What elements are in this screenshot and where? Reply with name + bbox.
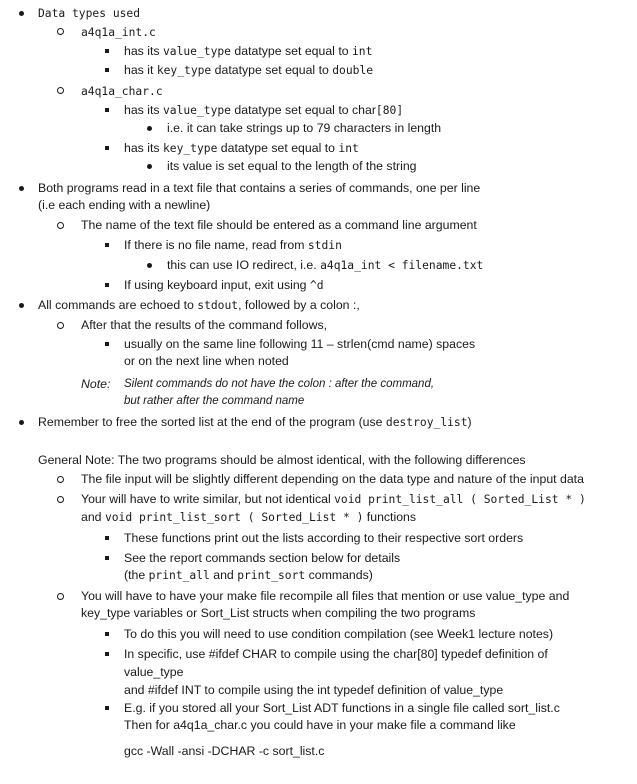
- after-line: [81, 318, 327, 333]
- char-file-name: [81, 84, 163, 99]
- text-span: To do this you will need to use condition compilation (see Week1 lecture notes): [124, 627, 554, 641]
- ifdef-line-3: [124, 683, 503, 698]
- circle-bullet-icon: [57, 593, 64, 600]
- text-span: void print_list_all ( Sorted_List * ): [334, 493, 586, 506]
- text-span: or on the next line when noted: [124, 354, 289, 368]
- square-bullet-icon: [105, 556, 109, 560]
- int-value-type-line: [124, 44, 372, 59]
- char-value-type-line: [124, 103, 403, 118]
- circle-bullet-icon: [57, 87, 64, 94]
- text-span: void print_list_sort ( Sorted_List * ): [104, 511, 364, 524]
- text-span: a4q1a_char.c: [81, 85, 163, 98]
- text-span: usually on the same line following 11 – strlen(cmd name) spaces: [124, 337, 476, 351]
- text-span: If there is no file name, read from: [124, 238, 308, 252]
- square-bullet-icon: [105, 146, 109, 150]
- text-span: has it: [124, 63, 157, 77]
- text-span: (the: [124, 568, 149, 582]
- ifdef-line-1: [124, 647, 548, 662]
- text-span: E.g. if you stored all your Sort_List ADT functions in a single file called sort_list.c: [124, 701, 560, 715]
- bullet-icon: [19, 186, 24, 191]
- bullet-icon: [147, 164, 152, 169]
- int-key-type-line: [124, 63, 373, 78]
- file-input-line: [81, 472, 584, 487]
- char-value-note: [167, 121, 441, 136]
- char-key-type-line: [124, 141, 359, 156]
- general-note-heading: [38, 453, 526, 468]
- text-span: ^d: [309, 279, 324, 292]
- make-line-2: [81, 606, 475, 621]
- free-list-line: [38, 415, 472, 430]
- square-bullet-icon: [105, 49, 109, 53]
- usually-line-2: [124, 354, 289, 369]
- gcc-command: [124, 744, 324, 759]
- text-span: Both programs read in a text file that contains a series of commands, one per line: [38, 181, 481, 195]
- text-span: All commands are echoed to: [38, 298, 198, 312]
- circle-bullet-icon: [57, 322, 64, 329]
- text-span: General Note: The two programs should be almost identical, with the following differences: [38, 453, 526, 467]
- note-line-2: [124, 394, 304, 409]
- text-span: i.e. it can take strings up to 79 characters in length: [167, 121, 442, 135]
- circle-bullet-icon: [57, 28, 64, 35]
- int-file-name: [81, 25, 156, 40]
- text-span: Note:: [81, 377, 111, 391]
- see-line-1: [124, 551, 400, 566]
- text-span: destroy_list: [385, 416, 468, 429]
- text-span: value_type: [162, 45, 231, 58]
- text-span: has its: [124, 141, 163, 155]
- text-span: this can use IO redirect, i.e.: [167, 258, 321, 272]
- make-line-1: [81, 589, 569, 604]
- text-span: Remember to free the sorted list at the end of the program (use: [38, 415, 386, 429]
- text-span: ): [467, 415, 472, 429]
- text-span: datatype set equal to char: [230, 103, 376, 117]
- text-span: gcc -Wall -ansi -DCHAR -c sort_list.c: [124, 744, 325, 758]
- text-span: Data types used: [38, 7, 141, 20]
- square-bullet-icon: [105, 283, 109, 287]
- bullet-icon: [19, 11, 24, 16]
- square-bullet-icon: [105, 108, 109, 112]
- keyboard-line: [124, 278, 324, 293]
- text-span: key_type variables or Sort_List structs when compiling the two programs: [81, 606, 476, 620]
- print-functions-line: [124, 531, 523, 546]
- note-line-1: [124, 377, 434, 392]
- text-span: These functions print out the lists according to their respective sort orders: [124, 531, 524, 545]
- text-span: commands): [305, 568, 373, 582]
- text-span: its value is set equal to the length of the string: [167, 159, 417, 173]
- programs-line-2: [38, 198, 210, 213]
- print-line-b: [81, 510, 416, 525]
- io-redirect-line: [167, 258, 483, 273]
- char-key-note: [167, 159, 417, 174]
- text-span: In specific, use #ifdef CHAR to compile using the char[80] typedef definition of: [124, 647, 548, 661]
- square-bullet-icon: [105, 706, 109, 710]
- text-span: and: [209, 568, 238, 582]
- text-span: Then for a4q1a_char.c you could have in your make file a command like: [124, 718, 516, 732]
- text-span: You will have to have your make file recompile all files that mention or use value_type and: [81, 589, 570, 603]
- circle-bullet-icon: [57, 222, 64, 229]
- text-span: stdout: [197, 299, 239, 312]
- text-span: (i.e each ending with a newline): [38, 198, 211, 212]
- text-span: has its: [124, 103, 163, 117]
- text-span: functions: [363, 510, 417, 524]
- bullet-icon: [147, 126, 152, 131]
- text-span: datatype set equal to: [211, 63, 333, 77]
- text-span: See the report commands section below for details: [124, 551, 401, 565]
- text-span: double: [332, 64, 374, 77]
- ifdef-line-2: [124, 665, 183, 680]
- programs-line-1: [38, 181, 480, 196]
- text-span: The file input will be slightly different depending on the data type and nature of the input data: [81, 472, 584, 486]
- text-span: key_type: [162, 142, 218, 155]
- circle-bullet-icon: [57, 476, 64, 483]
- text-span: , followed by a colon :,: [238, 298, 360, 312]
- text-span: Your will have to write similar, but not identical: [81, 492, 335, 506]
- text-span: a4q1a_int < filename.txt: [320, 259, 484, 272]
- text-span: int: [352, 45, 373, 58]
- square-bullet-icon: [105, 68, 109, 72]
- square-bullet-icon: [105, 652, 109, 656]
- example-line-2: [124, 718, 516, 733]
- square-bullet-icon: [105, 632, 109, 636]
- text-span: value_type: [162, 104, 231, 117]
- text-span: If using keyboard input, exit using: [124, 278, 310, 292]
- no-file-line: [124, 238, 342, 253]
- bullet-icon: [147, 263, 152, 268]
- text-span: datatype set equal to: [217, 141, 339, 155]
- usually-line-1: [124, 337, 475, 352]
- text-span: has its: [124, 44, 163, 58]
- echo-line: [38, 298, 360, 313]
- square-bullet-icon: [105, 536, 109, 540]
- text-span: key_type: [156, 64, 212, 77]
- square-bullet-icon: [105, 342, 109, 346]
- condition-compile-line: [124, 627, 553, 642]
- text-span: and: [81, 510, 105, 524]
- text-span: a4q1a_int.c: [81, 26, 156, 39]
- text-span: value_type: [124, 665, 184, 679]
- text-span: but rather after the command name: [124, 395, 305, 407]
- text-span: stdin: [307, 239, 342, 252]
- data-types-heading: [38, 6, 140, 21]
- text-span: print_sort: [237, 569, 306, 582]
- example-line-1: [124, 701, 560, 716]
- text-span: print_all: [148, 569, 210, 582]
- text-span: After that the results of the command follows,: [81, 318, 328, 332]
- square-bullet-icon: [105, 243, 109, 247]
- print-line-a: [81, 492, 586, 507]
- circle-bullet-icon: [57, 496, 64, 503]
- text-span: [80]: [375, 104, 404, 117]
- filename-arg-line: [81, 218, 477, 233]
- text-span: int: [338, 142, 359, 155]
- text-span: The name of the text file should be entered as a command line argument: [81, 218, 477, 232]
- note-label: [81, 377, 110, 392]
- bullet-icon: [19, 420, 24, 425]
- text-span: datatype set equal to: [230, 44, 352, 58]
- text-span: Silent commands do not have the colon : after the command,: [124, 378, 435, 390]
- see-line-2: [124, 568, 373, 583]
- bullet-icon: [19, 303, 24, 308]
- text-span: and #ifdef INT to compile using the int typedef definition of value_type: [124, 683, 504, 697]
